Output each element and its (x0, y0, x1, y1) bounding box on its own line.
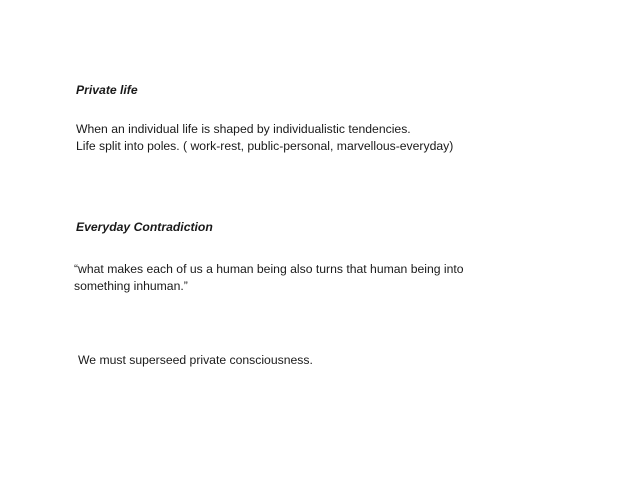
conclusion-text: We must superseed private consciousness. (78, 353, 313, 367)
section-heading-private-life: Private life (76, 83, 138, 97)
contradiction-quote (74, 261, 464, 295)
quote-line: something inhuman.” (74, 279, 188, 293)
section-heading-everyday-contradiction: Everyday Contradiction (76, 220, 213, 234)
private-life-description (76, 121, 453, 155)
description-line: Life split into poles. ( work-rest, public-personal, marvellous-everyday) (76, 139, 454, 153)
quote-line: “what makes each of us a human being also turns that human being into (74, 262, 464, 276)
description-line: When an individual life is shaped by individualistic tendencies. (76, 122, 411, 136)
